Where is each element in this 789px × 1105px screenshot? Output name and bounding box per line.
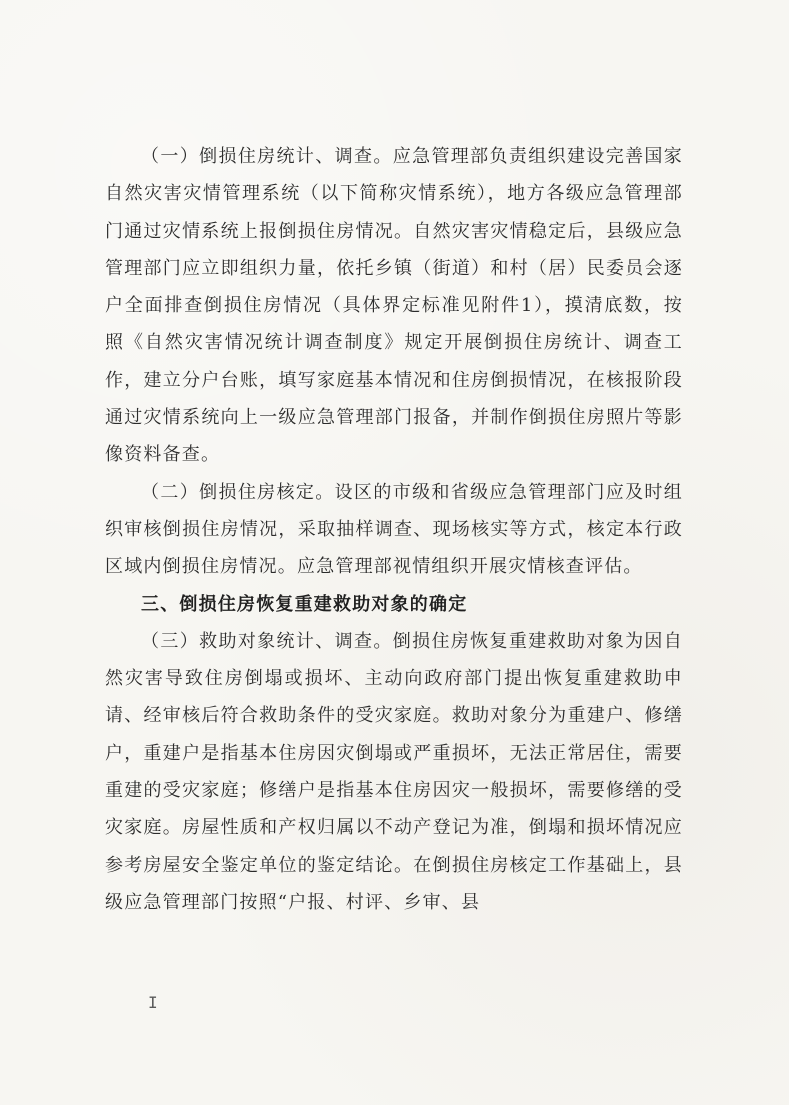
paragraph-3: （三）救助对象统计、调查。倒损住房恢复重建救助对象为因自然灾害导致住房倒塌或损坏、主动向政府部门提出恢复重建救助申请、经审核后符合救助条件的受灾家庭。救助对象分为重建户、修缮户，重建户是指基本住房因灾倒塌或严重损坏，无法正常居住，需要重建的受灾家庭；修缮户是指基本住房因灾一般损坏，需要修缮的受灾家庭。房屋性质和产权归属以不动产登记为准，倒塌和损坏情况应参考房屋安全鉴定单位的鉴定结论。在倒损住房核定工作基础上，县级应急管理部门按照“户报、村评、乡审、县 — [105, 630, 683, 913]
section-heading: 三、倒损住房恢复重建救助对象的确定 — [141, 593, 468, 615]
page-marker: I — [148, 993, 158, 1012]
paragraph-1: （一）倒损住房统计、调查。应急管理部负责组织建设完善国家自然灾害灾情管理系统（以下简称灾情系统），地方各级应急管理部门通过灾情系统上报倒损住房情况。自然灾害灾情稳定后，县级应急管理部门应立即组织力量，依托乡镇（街道）和村（居）民委员会逐户全面排查倒损住房情况（具体界定标准见附件1），摸清底数，按照《自然灾害情况统计调查制度》规定开展倒损住房统计、调查工作，建立分户台账，填写家庭基本情况和住房倒损情况，在核报阶段通过灾情系统向上一级应急管理部门报备，并制作倒损住房照片等影像资料备查。 — [105, 146, 683, 466]
paragraph-2: （二）倒损住房核定。设区的市级和省级应急管理部门应及时组织审核倒损住房情况，采取抽样调查、现场核实等方式，核定本行政区域内倒损住房情况。应急管理部视情组织开展灾情核查评估。 — [105, 481, 683, 578]
document-body — [105, 138, 683, 921]
